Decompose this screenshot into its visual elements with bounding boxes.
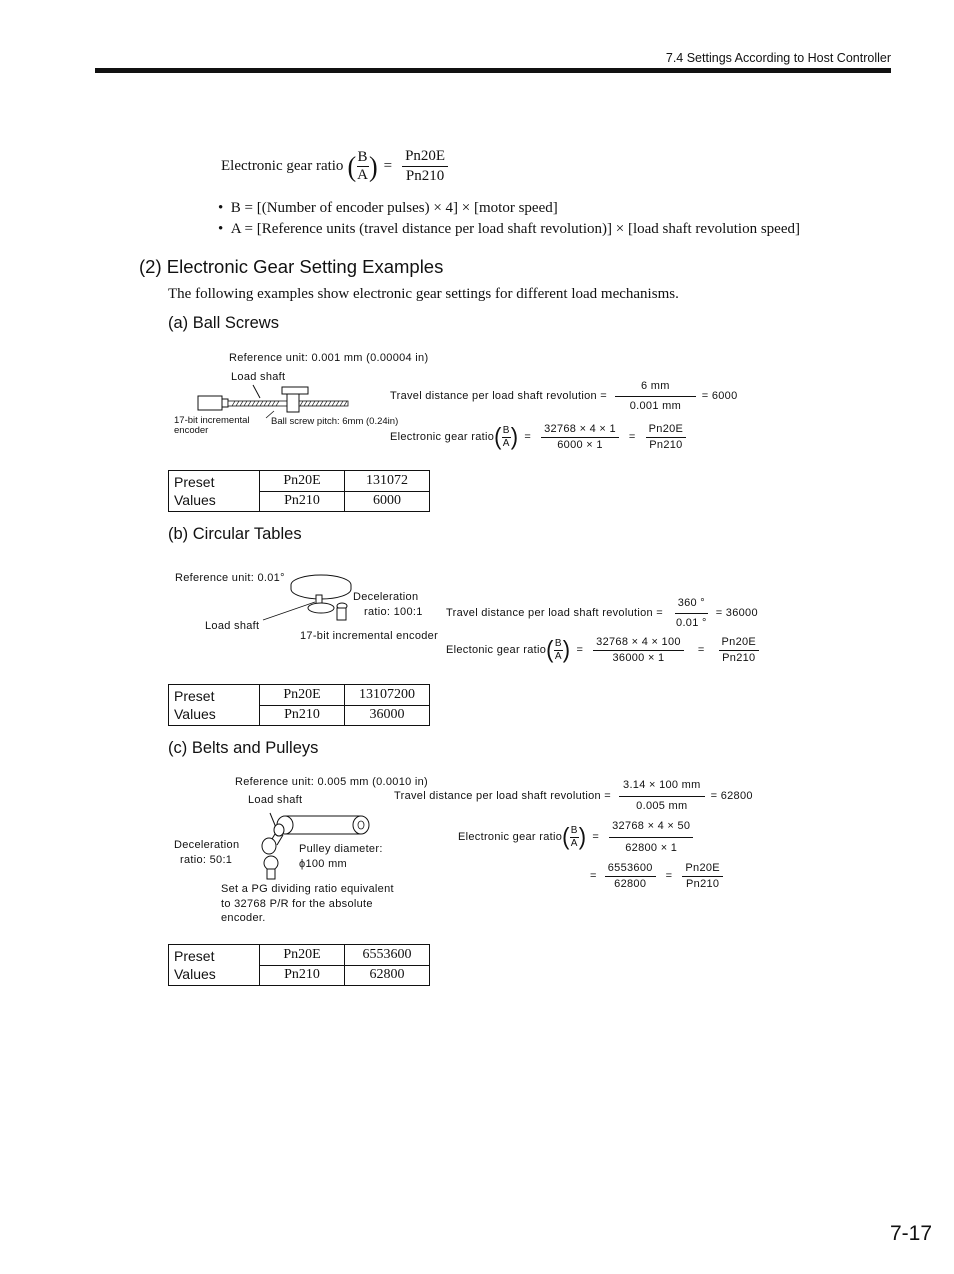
circular-decel-label: Deceleration ratio: 100:1: [353, 591, 423, 618]
ball-screws-heading: (a) Ball Screws: [168, 314, 279, 332]
formula-label: Electronic gear ratio: [221, 158, 344, 175]
circular-preset-table: [168, 684, 430, 726]
ball-screws-travel-eq: Travel distance per load shaft revolution = $\frac{6 mm}{0.001 mm}$ = 6000: [390, 380, 738, 412]
circular-encoder-label: 17-bit incremental encoder: [300, 630, 439, 642]
preset-param: Pn20E: [260, 945, 345, 966]
bullet-b: • B = [(Number of encoder pulses) × 4] × [motor speed]: [218, 200, 558, 216]
ball-screws-gear-eq: Electronic gear ratio ( $\frac{B}{A}$ ) = $\frac{32768 \times 4 \times 1}{6000 \times 1}$ = $\frac{Pn20E}{Pn210}$: [390, 423, 690, 451]
preset-value: 6553600: [345, 945, 430, 966]
ball-screws-ref-unit: Reference unit: 0.001 mm (0.00004 in): [229, 352, 429, 364]
bullet-a: • A = [Reference units (travel distance per load shaft revolution)] × [load shaft revolution speed]: [218, 221, 800, 237]
formula-equals: =: [383, 158, 393, 175]
gear-ratio-formula: Electronic gear ratio ( $\frac{B}{A}$ ) = $\frac{Pn20E}{Pn210}$: [221, 148, 452, 186]
ball-screws-load-shaft-label: Load shaft: [231, 371, 286, 383]
belts-travel-eq: Travel distance per load shaft revolution = $\frac{3.14 \times 100 mm}{0.005 mm}$ = 62800: [394, 779, 753, 812]
belts-preset-table: [168, 944, 430, 986]
ratio-b: B: [357, 149, 369, 167]
preset-param: Pn20E: [260, 471, 345, 492]
belts-pg-note: Set a PG dividing ratio equivalent to 32768 P/R for the absolute encoder.: [221, 883, 394, 924]
belts-load-shaft-label: Load shaft: [248, 794, 303, 806]
preset-param: Pn20E: [260, 685, 345, 706]
preset-value: 131072: [345, 471, 430, 492]
preset-value: 36000: [345, 705, 430, 726]
page-number: 7-17: [889, 1222, 932, 1245]
param-pn20e: Pn20E: [402, 148, 448, 167]
section-header: 7.4 Settings According to Host Controller: [665, 51, 891, 65]
circular-travel-eq: Travel distance per load shaft revolution = $\frac{360 ^\circ}{0.01 ^\circ}$ = 36000: [446, 597, 758, 629]
ratio-a: A: [357, 167, 368, 184]
ball-screws-pitch-label: Ball screw pitch: 6mm (0.24in): [271, 416, 399, 427]
preset-param: Pn210: [260, 965, 345, 986]
belts-gear-eq: Electronic gear ratio ( $\frac{B}{A}$ ) = $\frac{32768 \times 4 \times 50}{62800 \times 1}$: [458, 820, 697, 854]
preset-param: Pn210: [260, 491, 345, 512]
param-pn210: Pn210: [405, 168, 445, 185]
section-heading: (2) Electronic Gear Setting Examples: [139, 256, 444, 277]
ball-screws-preset-table: [168, 470, 430, 512]
preset-label: Preset Values: [169, 471, 260, 512]
circular-load-shaft-label: Load shaft: [205, 620, 260, 632]
ball-screws-encoder-label: 17-bit incremental encoder: [174, 415, 250, 436]
belts-pulleys-heading: (c) Belts and Pulleys: [168, 739, 319, 757]
preset-label: Preset Values: [169, 945, 260, 986]
preset-label: Preset Values: [169, 685, 260, 726]
section-intro: The following examples show electronic gear settings for different load mechanisms.: [168, 286, 679, 302]
preset-value: 6000: [345, 491, 430, 512]
preset-value: 13107200: [345, 685, 430, 706]
preset-value: 62800: [345, 965, 430, 986]
ball-screw-diagram: [190, 380, 360, 420]
belts-gear-eq-step2: = $\frac{6553600}{62800}$ = $\frac{Pn20E}{Pn210}$: [590, 862, 727, 890]
belts-ref-unit: Reference unit: 0.005 mm (0.0010 in): [235, 776, 429, 788]
circular-tables-heading: (b) Circular Tables: [168, 525, 302, 543]
preset-param: Pn210: [260, 705, 345, 726]
header-rule: [95, 68, 891, 73]
circular-table-diagram: [255, 560, 365, 630]
belts-decel-label: Deceleration ratio: 50:1: [174, 839, 240, 866]
belts-pulley-label: Pulley diameter: ϕ100 mm: [299, 843, 383, 870]
circular-ref-unit: Reference unit: 0.01°: [175, 572, 285, 584]
circular-gear-eq: Electonic gear ratio ( $\frac{B}{A}$ ) = $\frac{32768 \times 4 \times 100}{36000 \times 1}$ = $\frac{Pn20E}{Pn210}$: [446, 636, 763, 664]
